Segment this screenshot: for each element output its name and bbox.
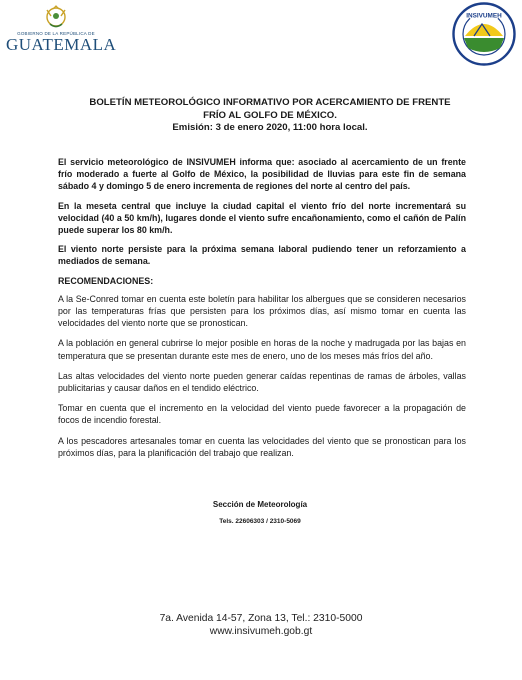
guatemala-crest-icon: [41, 4, 71, 30]
bulletin-title: [60, 97, 480, 135]
recommendation-item: Las altas velocidades del viento norte pueden generar caídas repentinas de ramas de árboles, vallas publicitarias y causar daños en el tendido eléctrico.: [58, 370, 466, 394]
gov-name: GUATEMALA: [6, 35, 117, 54]
paragraph-central-plateau: En la meseta central que incluye la ciudad capital el viento frío del norte incrementará su velocidad (40 a 50 km/h), lugares donde el viento sufre encañonamiento, como el cañón de Palín puede superar los 80 km/h.: [58, 200, 466, 236]
guatemala-government-logo: [6, 4, 117, 66]
footer-website[interactable]: www.insivumeh.gob.gt: [209, 626, 313, 637]
emission-date: Emisión: 3 de enero 2020, 11:00 hora local.: [172, 122, 368, 133]
title-line-1: BOLETÍN METEOROLÓGICO INFORMATIVO POR ACERCAMIENTO DE FRENTE: [89, 97, 451, 108]
recommendation-item: A la población en general cubrirse lo mejor posible en horas de la noche y madrugada por las bajas en temperatura que se presentan durante este mes de enero, uno de los meses más fríos del año.: [58, 338, 466, 361]
footer-address: 7a. Avenida 14-57, Zona 13, Tel.: 2310-5000: [159, 613, 363, 624]
title-line-2: FRÍO AL GOLFO DE MÉXICO.: [203, 109, 337, 121]
section-phones: Tels. 22606303 / 2310-5069: [219, 518, 301, 525]
recommendation-item: A la Se-Conred tomar en cuenta este boletín para habilitar los albergues que se consideren necesarios por las temperaturas frías que persisten para los próximos días, así mismo tomar en cuenta las velocidades del viento norte que se pronostican.: [58, 293, 466, 329]
recommendations-heading: RECOMENDACIONES:: [58, 275, 154, 286]
recommendation-item: Tomar en cuenta que el incremento en la velocidad del viento puede favorecer a la propagación de focos de incendio forestal.: [58, 403, 466, 426]
gov-subtitle: GOBIERNO DE LA REPÚBLICA DE: [17, 31, 95, 36]
bulletin-body: [58, 156, 466, 467]
page-footer: [100, 612, 422, 638]
meteorology-section-signature: Sección de Meteorología: [212, 500, 308, 509]
recommendation-item: A los pescadores artesanales tomar en cuenta las velocidades del viento que se pronostican para los próximos días, para la planificación del trabajo que realizan.: [58, 435, 466, 458]
paragraph-next-week: El viento norte persiste para la próxima semana laboral pudiendo tener un reforzamiento a mediados de semana.: [58, 244, 466, 267]
insivumeh-logo-text: INSIVUMEH: [466, 12, 502, 20]
insivumeh-logo-icon: [452, 2, 516, 66]
paragraph-intro: El servicio meteorológico de INSIVUMEH informa que: asociado al acercamiento de un frente frío moderado a fuerte al Golfo de México, la posibilidad de lluvias para este fin de semana sábado 4 y domingo 5 de enero incrementa de regiones del norte al centro del país.: [58, 157, 466, 192]
